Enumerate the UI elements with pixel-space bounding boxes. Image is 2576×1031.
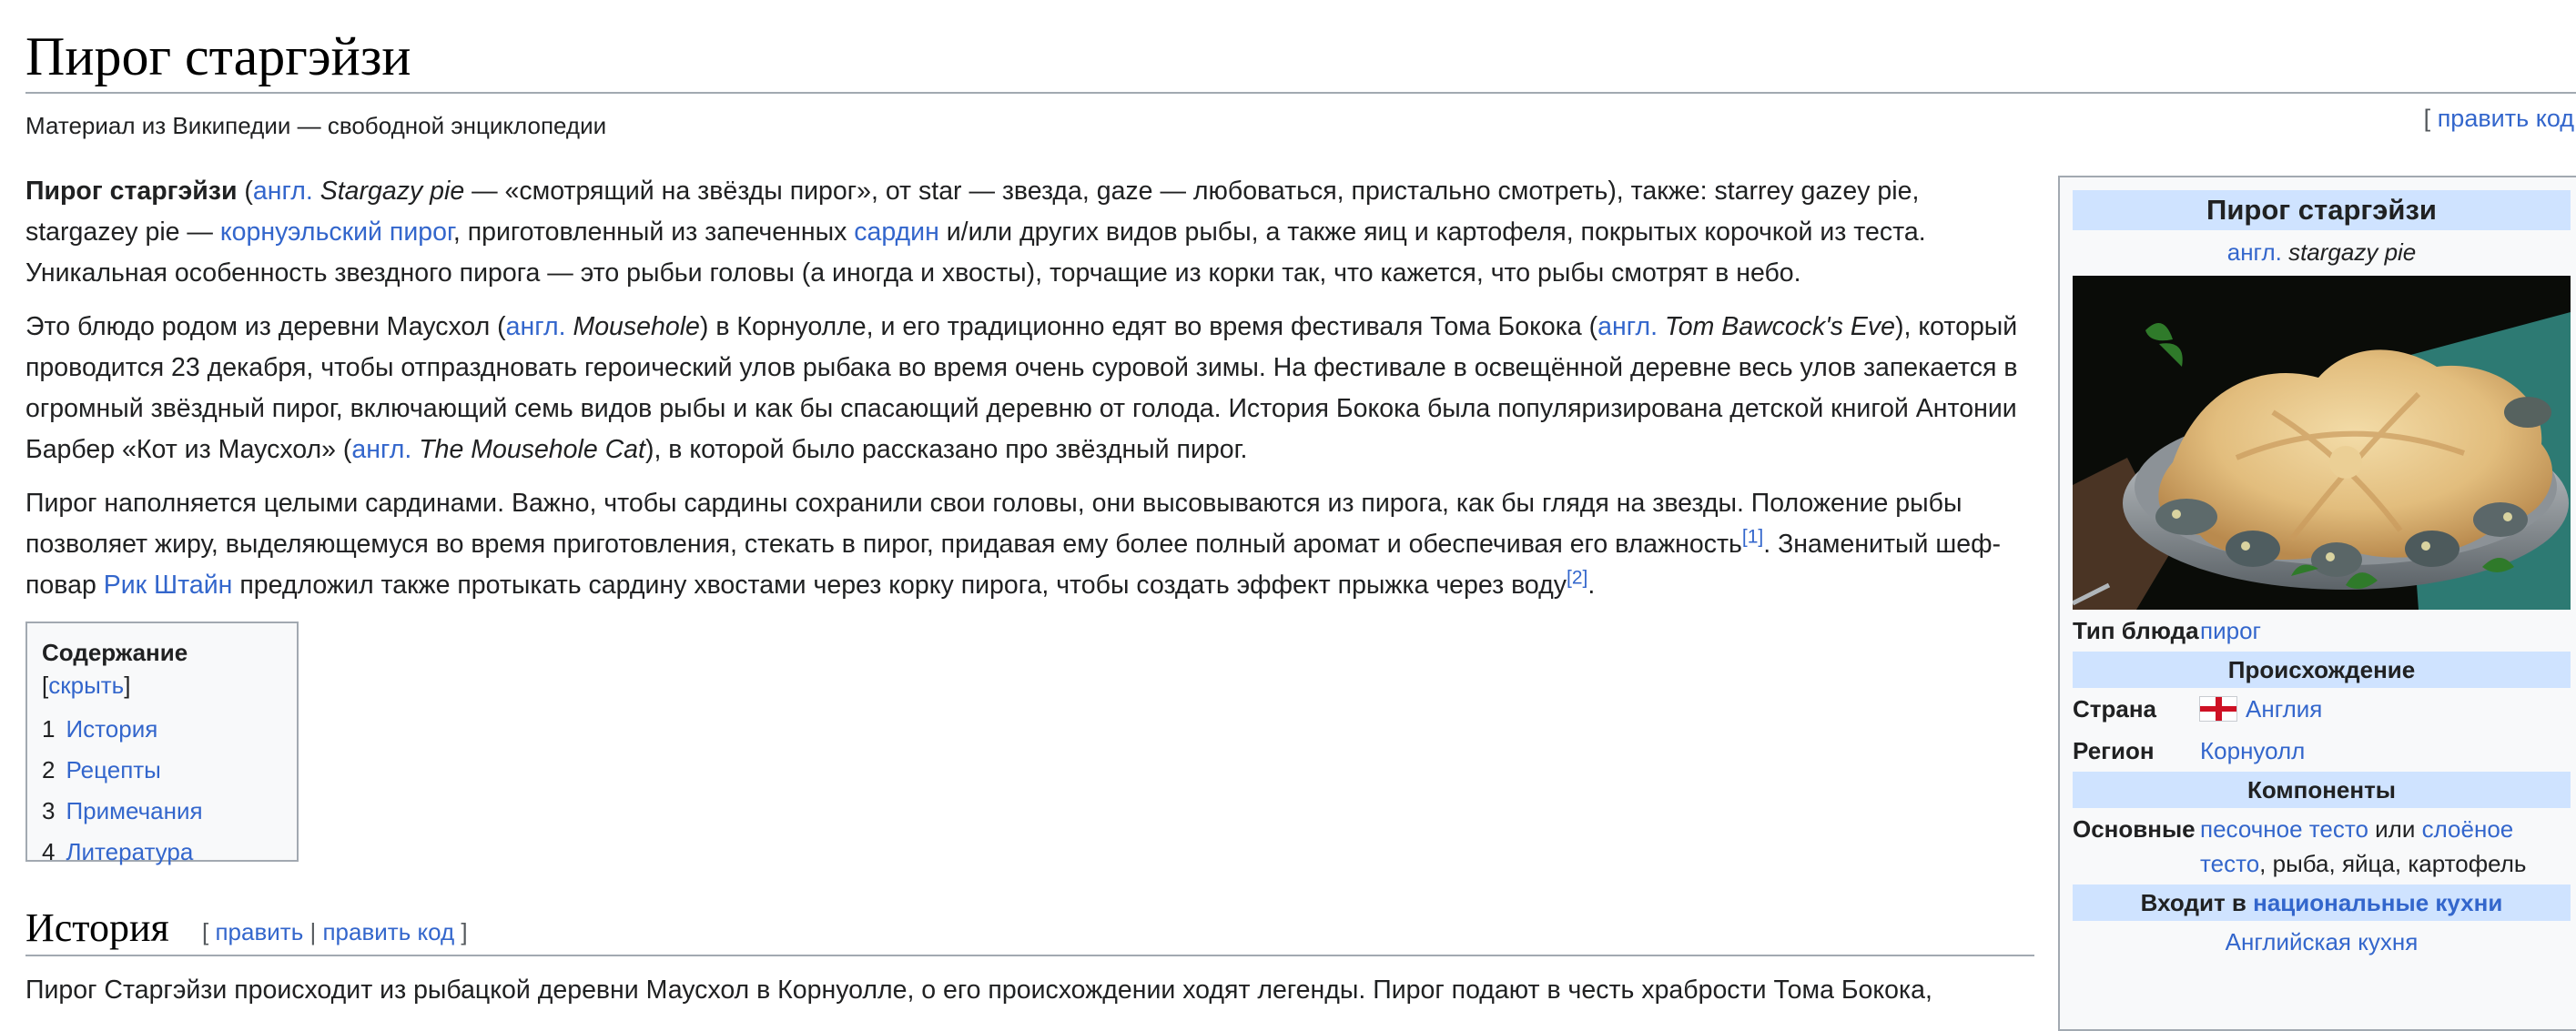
text: . — [1587, 571, 1596, 600]
england-flag-icon — [2200, 697, 2236, 721]
italic-term: Stargazy pie — [319, 177, 465, 206]
bold-term: Пирог старгэйзи — [25, 177, 238, 206]
table-of-contents — [25, 622, 299, 865]
article-body — [25, 171, 2028, 619]
toc-header — [42, 636, 282, 702]
italic-term: Mousehole — [573, 312, 700, 341]
page-edit-links — [2424, 102, 2574, 135]
toc-number: 2 — [42, 756, 56, 783]
infobox-value — [2200, 733, 2571, 768]
italic-term: Tom Bawcock's Eve — [1664, 312, 1896, 341]
lang-link[interactable]: англ. — [351, 435, 412, 464]
text: — «смотрящий на звёзды пирог», от star — звезда, gaze — любоваться, пристально смотреть), также: starrey gazey pie, stargazey pie — — [25, 177, 1920, 247]
toc-item-notes[interactable] — [42, 791, 282, 832]
infobox-label: Тип блюда — [2073, 617, 2199, 644]
text: ), который проводится 23 декабря, чтобы отпраздновать героический улов рыбака во время очень суровой зимы. На фестивале в освещённой деревне весь улов запекается в огромный звёздный пирог, включающий семь видов рыбы и как бы спасающий деревню от голода. История Бокока была популяризирована детской книгой Антонии Барбер «Кот из Маусхол» ( — [25, 312, 2018, 464]
separator: | — [303, 918, 323, 945]
sardine-link[interactable]: сардин — [854, 217, 939, 247]
infobox-original-name: stargazy pie — [2281, 238, 2417, 266]
bracket: ] — [124, 672, 131, 699]
england-link[interactable]: Англия — [2246, 695, 2323, 723]
infobox — [2058, 176, 2576, 1031]
text: предложил также протыкать сардину хвостами через корку пирога, чтобы создать эффект прыжка через воду — [232, 571, 1567, 600]
tagline: Материал из Википедии — свободной энциклопедии — [25, 112, 607, 139]
bracket: [ — [42, 672, 49, 699]
infobox-row-region — [2073, 733, 2571, 768]
section-edit-source-link[interactable]: править код — [322, 918, 455, 945]
text: Входит в — [2140, 889, 2254, 916]
english-cuisine-link[interactable]: Английская кухня — [2225, 928, 2419, 955]
text: Это блюдо родом из деревни Маусхол ( — [25, 312, 506, 341]
text — [313, 177, 320, 206]
infobox-value — [2200, 812, 2571, 881]
text: ), в которой было рассказано про звёздный пирог. — [644, 435, 1248, 464]
bracket: ] — [454, 918, 468, 945]
infobox-section-origin: Происхождение — [2073, 652, 2571, 688]
national-cuisines-link[interactable]: национальные кухни — [2253, 889, 2503, 916]
title-divider — [25, 92, 2576, 94]
text: Пирог наполняется целыми сардинами. Важно, чтобы сардины сохранили свои головы, они высовываются из пирога, как бы глядя на звезды. Положение рыбы позволяет жиру, выделяющемуся во время приготовления, стекать в пирог, придавая ему более полный аромат и обеспечивая его влажность — [25, 489, 1962, 559]
origin-paragraph — [25, 307, 2028, 470]
toc-link[interactable]: Примечания — [66, 797, 203, 824]
text: . Знаменитый шеф-повар — [25, 530, 2002, 600]
bracket-open: [ — [2423, 105, 2438, 132]
stargazy-pie-photo[interactable] — [2073, 276, 2571, 610]
lang-link[interactable]: англ. — [1597, 312, 1658, 341]
text: и/или других видов рыбы, а также яиц и картофеля, покрытых корочкой из теста. Уникальная особенность звездного пирога — это рыбьи головы (а иногда и хвосты), торчащие из корки так, что кажется, что рыбы смотрят в небо. — [25, 217, 1926, 288]
toc-link[interactable]: Литература — [66, 838, 194, 865]
toc-title: Содержание — [42, 639, 188, 666]
section-edit-link[interactable]: править — [215, 918, 304, 945]
infobox-label: Основные — [2073, 815, 2196, 843]
toc-number: 4 — [42, 838, 56, 865]
infobox-row-main-components — [2073, 812, 2571, 881]
toc-number: 3 — [42, 797, 56, 824]
reference-link[interactable]: [1] — [1741, 526, 1764, 548]
pie-illustration — [2073, 276, 2571, 610]
text — [1658, 312, 1665, 341]
shortcrust-link[interactable]: песочное тесто — [2200, 815, 2368, 843]
reference-link[interactable]: [2] — [1567, 567, 1588, 589]
text: или — [2368, 815, 2422, 843]
page-title: Пирог старгэйзи — [25, 26, 411, 86]
infobox-value — [2200, 692, 2571, 726]
edit-source-link[interactable]: править код — [2437, 105, 2574, 132]
section-edit-links — [202, 915, 468, 948]
infobox-subtitle — [2073, 236, 2571, 268]
infobox-label: Регион — [2073, 737, 2155, 764]
lang-link[interactable]: англ. — [2226, 238, 2282, 266]
infobox-section-components: Компоненты — [2073, 772, 2571, 808]
rick-stein-link[interactable]: Рик Штайн — [103, 571, 233, 600]
toc-number: 1 — [42, 715, 56, 743]
lang-link[interactable]: англ. — [505, 312, 566, 341]
cornwall-link[interactable]: Корнуолл — [2200, 737, 2306, 764]
history-paragraph: Пирог Старгэйзи происходит из рыбацкой деревни Маусхол в Корнуолле, о его происхождении ходят легенды. Пирог подают в честь храбрости Тома Бокока, — [25, 975, 1932, 1005]
italic-term: The Mousehole Cat — [419, 435, 645, 464]
filling-paragraph — [25, 483, 2028, 606]
puff-pastry-link[interactable]: слоёное тесто — [2200, 815, 2514, 877]
infobox-row-type — [2073, 613, 2571, 648]
text: ( — [237, 177, 253, 206]
toc-item-recipes[interactable] — [42, 750, 282, 791]
section-divider — [25, 955, 2034, 956]
bracket: [ — [202, 918, 216, 945]
infobox-section-cuisines — [2073, 884, 2571, 921]
infobox-label: Страна — [2073, 695, 2157, 723]
intro-paragraph — [25, 171, 2028, 294]
pie-link[interactable]: пирог — [2200, 617, 2262, 644]
lang-link[interactable]: англ. — [252, 177, 313, 206]
toc-link[interactable]: Рецепты — [66, 756, 161, 783]
text: , приготовленный из запеченных — [452, 217, 855, 247]
toc-item-history[interactable] — [42, 709, 282, 750]
text: , рыба, яйца, картофель — [2259, 850, 2527, 877]
infobox-title: Пирог старгэйзи — [2073, 190, 2571, 230]
section-heading-history: История — [25, 905, 169, 950]
infobox-value — [2200, 613, 2571, 648]
infobox-cuisine — [2073, 925, 2571, 959]
toc-toggle-link[interactable]: скрыть — [48, 672, 125, 699]
infobox-row-country — [2073, 692, 2571, 726]
cornish-pie-link[interactable]: корнуэльский пирог — [219, 217, 453, 247]
toc-link[interactable]: История — [66, 715, 158, 743]
toc-item-literature[interactable] — [42, 832, 282, 873]
text: ) в Корнуолле, и его традиционно едят во время фестиваля Тома Бокока ( — [699, 312, 1598, 341]
